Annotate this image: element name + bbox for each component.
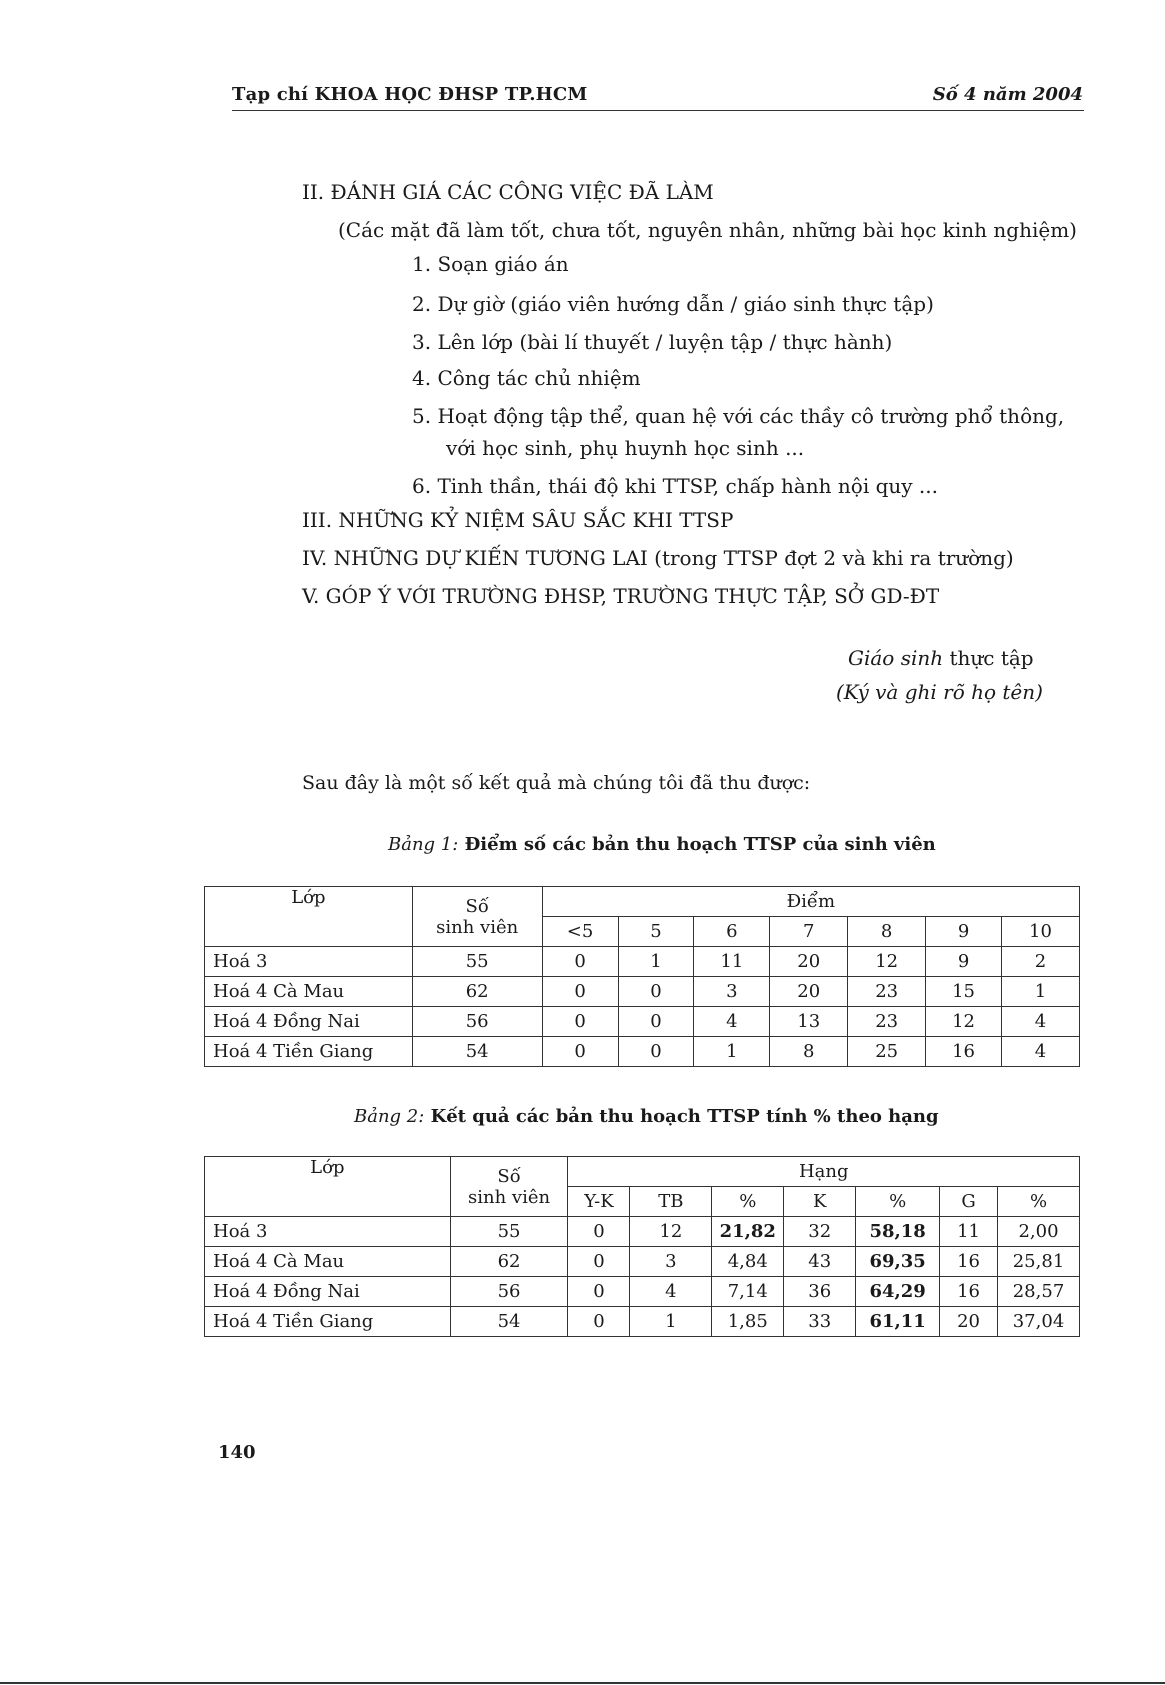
list-item: 4. Công tác chủ nhiệm	[412, 366, 641, 390]
col-header-sv	[450, 1157, 568, 1217]
subcol-header: 9	[926, 917, 1002, 947]
list-item: 3. Lên lớp (bài lí thuyết / luyện tập / thực hành)	[412, 330, 893, 354]
bottom-edge-rule	[0, 1682, 1165, 1684]
table-row	[205, 1217, 1080, 1247]
cell: 0	[568, 1307, 630, 1337]
table-row	[205, 947, 1080, 977]
cell: 3	[630, 1247, 712, 1277]
cell: 4	[694, 1007, 770, 1037]
cell: 11	[940, 1217, 998, 1247]
cell-sv: 62	[412, 977, 542, 1007]
cell: 33	[784, 1307, 856, 1337]
cell-lop: Hoá 4 Đồng Nai	[205, 1007, 413, 1037]
cell: 12	[848, 947, 926, 977]
group-header-hang: Hạng	[568, 1157, 1080, 1187]
signature-role	[848, 646, 1034, 670]
table-row	[205, 1277, 1080, 1307]
cell-sv: 54	[450, 1307, 568, 1337]
table-row	[205, 977, 1080, 1007]
cell: 20	[770, 947, 848, 977]
col-header-lop: Lớp	[205, 1157, 451, 1217]
cell-percent: 7,14	[712, 1277, 784, 1307]
cell: 0	[618, 1037, 694, 1067]
cell: 32	[784, 1217, 856, 1247]
cell-lop: Hoá 4 Cà Mau	[205, 1247, 451, 1277]
subcol-header: K	[784, 1187, 856, 1217]
subcol-header: 7	[770, 917, 848, 947]
cell-percent: 21,82	[712, 1217, 784, 1247]
table1-caption-label: Bảng 1:	[388, 834, 459, 855]
list-item: 1. Soạn giáo án	[412, 252, 569, 276]
cell-lop: Hoá 4 Đồng Nai	[205, 1277, 451, 1307]
subcol-header: %	[856, 1187, 940, 1217]
cell: 1	[618, 947, 694, 977]
section-heading: III. NHỮNG KỶ NIỆM SÂU SẮC KHI TTSP	[302, 508, 734, 532]
cell: 1	[1002, 977, 1080, 1007]
subcol-header: %	[712, 1187, 784, 1217]
subcol-header: <5	[542, 917, 618, 947]
cell: 43	[784, 1247, 856, 1277]
section-note: (Các mặt đã làm tốt, chưa tốt, nguyên nhân, những bài học kinh nghiệm)	[338, 218, 1077, 242]
cell: 0	[542, 1037, 618, 1067]
header-rule	[232, 110, 1084, 111]
cell: 36	[784, 1277, 856, 1307]
cell: 0	[568, 1277, 630, 1307]
cell: 0	[568, 1247, 630, 1277]
cell: 0	[542, 947, 618, 977]
cell: 12	[630, 1217, 712, 1247]
table2-caption-text: Kết quả các bản thu hoạch TTSP tính % theo hạng	[424, 1106, 939, 1127]
col-header-sv-1: Số	[497, 1165, 521, 1187]
cell: 20	[940, 1307, 998, 1337]
subcol-header: %	[998, 1187, 1080, 1217]
cell: 4	[1002, 1037, 1080, 1067]
subcol-header: 10	[1002, 917, 1080, 947]
table2-caption-label: Bảng 2:	[354, 1106, 425, 1127]
cell: 3	[694, 977, 770, 1007]
section-heading: II. ĐÁNH GIÁ CÁC CÔNG VIỆC ĐÃ LÀM	[302, 180, 714, 204]
signature-instruction: (Ký và ghi rõ họ tên)	[836, 680, 1043, 704]
cell-sv: 62	[450, 1247, 568, 1277]
cell-sv: 54	[412, 1037, 542, 1067]
intro-text: Sau đây là một số kết quả mà chúng tôi đã thu được:	[302, 772, 811, 794]
section-heading: V. GÓP Ý VỚI TRƯỜNG ĐHSP, TRƯỜNG THỰC TẬP, SỞ GD-ĐT	[302, 584, 940, 608]
score-table	[204, 886, 1080, 1067]
list-item: 5. Hoạt động tập thể, quan hệ với các thầy cô trường phổ thông,	[412, 404, 1065, 428]
group-header-diem: Điểm	[542, 887, 1079, 917]
cell-percent: 58,18	[856, 1217, 940, 1247]
cell-percent: 2,00	[998, 1217, 1080, 1247]
subcol-header: 8	[848, 917, 926, 947]
section-heading: IV. NHỮNG DỰ KIẾN TƯƠNG LAI (trong TTSP đợt 2 và khi ra trường)	[302, 546, 1014, 570]
cell-sv: 55	[450, 1217, 568, 1247]
cell: 16	[926, 1037, 1002, 1067]
table-row	[205, 1247, 1080, 1277]
list-item-continuation: với học sinh, phụ huynh học sinh ...	[446, 436, 805, 460]
table-row	[205, 1307, 1080, 1337]
cell: 16	[940, 1277, 998, 1307]
page-number: 140	[218, 1442, 256, 1463]
journal-title: Tạp chí KHOA HỌC ĐHSP TP.HCM	[232, 84, 588, 105]
col-header-sv	[412, 887, 542, 947]
cell: 20	[770, 977, 848, 1007]
signature-role-italic: Giáo sinh	[848, 646, 944, 670]
rank-table	[204, 1156, 1080, 1337]
cell: 8	[770, 1037, 848, 1067]
signature-role-rest: thực tập	[943, 646, 1034, 670]
table-row	[205, 1037, 1080, 1067]
cell: 1	[630, 1307, 712, 1337]
subcol-header: G	[940, 1187, 998, 1217]
cell-percent: 25,81	[998, 1247, 1080, 1277]
cell-percent: 28,57	[998, 1277, 1080, 1307]
cell-percent: 4,84	[712, 1247, 784, 1277]
issue-label: Số 4 năm 2004	[932, 84, 1083, 105]
cell: 25	[848, 1037, 926, 1067]
cell: 12	[926, 1007, 1002, 1037]
table2-caption	[354, 1106, 939, 1127]
cell: 16	[940, 1247, 998, 1277]
cell: 0	[568, 1217, 630, 1247]
cell: 1	[694, 1037, 770, 1067]
cell-sv: 55	[412, 947, 542, 977]
table-row	[205, 1007, 1080, 1037]
list-item: 6. Tinh thần, thái độ khi TTSP, chấp hành nội quy ...	[412, 474, 938, 498]
list-item: 2. Dự giờ (giáo viên hướng dẫn / giáo sinh thực tập)	[412, 292, 934, 316]
cell: 23	[848, 977, 926, 1007]
cell-lop: Hoá 3	[205, 1217, 451, 1247]
col-header-sv-2: sinh viên	[468, 1186, 551, 1208]
table1-caption-text: Điểm số các bản thu hoạch TTSP của sinh viên	[458, 834, 936, 855]
subcol-header: TB	[630, 1187, 712, 1217]
cell-percent: 37,04	[998, 1307, 1080, 1337]
cell-lop: Hoá 4 Cà Mau	[205, 977, 413, 1007]
cell: 0	[618, 977, 694, 1007]
cell-sv: 56	[412, 1007, 542, 1037]
cell-lop: Hoá 4 Tiền Giang	[205, 1037, 413, 1067]
cell-percent: 61,11	[856, 1307, 940, 1337]
cell: 0	[542, 1007, 618, 1037]
subcol-header: Y-K	[568, 1187, 630, 1217]
subcol-header: 6	[694, 917, 770, 947]
cell-percent: 69,35	[856, 1247, 940, 1277]
col-header-sv-2: sinh viên	[436, 916, 519, 938]
subcol-header: 5	[618, 917, 694, 947]
cell: 2	[1002, 947, 1080, 977]
cell: 9	[926, 947, 1002, 977]
cell: 13	[770, 1007, 848, 1037]
cell: 0	[542, 977, 618, 1007]
cell-percent: 64,29	[856, 1277, 940, 1307]
cell: 15	[926, 977, 1002, 1007]
cell: 0	[618, 1007, 694, 1037]
cell: 11	[694, 947, 770, 977]
cell: 4	[1002, 1007, 1080, 1037]
cell-lop: Hoá 3	[205, 947, 413, 977]
col-header-lop: Lớp	[205, 887, 413, 947]
cell-lop: Hoá 4 Tiền Giang	[205, 1307, 451, 1337]
table1-caption	[388, 834, 936, 855]
col-header-sv-1: Số	[465, 895, 489, 917]
cell: 4	[630, 1277, 712, 1307]
cell-percent: 1,85	[712, 1307, 784, 1337]
cell: 23	[848, 1007, 926, 1037]
cell-sv: 56	[450, 1277, 568, 1307]
